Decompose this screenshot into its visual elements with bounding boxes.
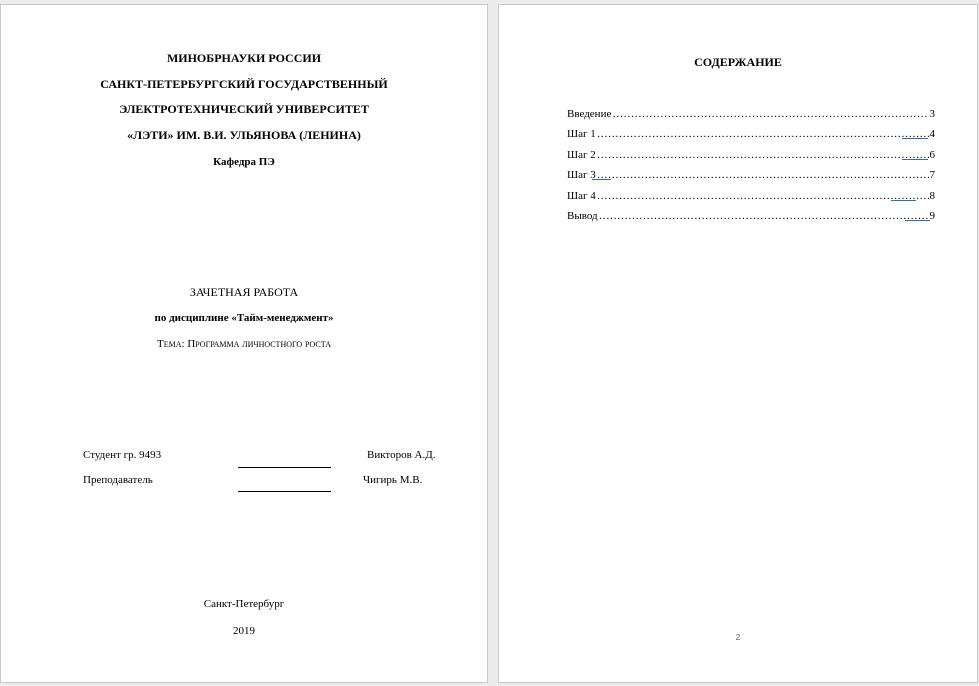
student-signature-line xyxy=(238,467,331,468)
toc-entry-step-4[interactable] xyxy=(567,189,935,203)
toc-entry-title: Шаг 3 xyxy=(567,169,596,181)
toc-leader xyxy=(597,148,929,162)
toc-entry-step-3[interactable] xyxy=(567,168,935,182)
toc-entry-step-2[interactable] xyxy=(567,148,935,162)
toc-entry-conclusion[interactable] xyxy=(567,209,935,223)
toc-entry-page: 6 xyxy=(929,149,935,161)
topic-line: Тема: Программа личностного роста xyxy=(157,338,331,350)
toc-entry-page: 7 xyxy=(929,169,935,181)
toc-entry-title: Шаг 1 xyxy=(567,128,596,140)
toc-heading: СОДЕРЖАНИЕ xyxy=(694,55,782,69)
teacher-name: Чигирь М.В. xyxy=(363,474,423,486)
teacher-signature-line xyxy=(238,491,331,492)
university-line-1: САНКТ-ПЕТЕРБУРГСКИЙ ГОСУДАРСТВЕННЫЙ xyxy=(100,77,388,91)
toc-entry-step-1[interactable] xyxy=(567,127,935,141)
toc-entry-title: Шаг 2 xyxy=(567,149,596,161)
student-name: Викторов А.Д. xyxy=(367,449,436,461)
discipline-line: по дисциплине «Тайм-менеджмент» xyxy=(154,312,334,324)
field-marker xyxy=(592,179,611,180)
department-line: Кафедра ПЭ xyxy=(213,156,275,168)
toc-leader xyxy=(597,168,929,182)
work-type: ЗАЧЕТНАЯ РАБОТА xyxy=(189,285,299,299)
university-line-2: ЭЛЕКТРОТЕХНИЧЕСКИЙ УНИВЕРСИТЕТ xyxy=(119,102,369,116)
field-marker xyxy=(902,159,928,160)
toc-page xyxy=(498,4,978,683)
toc-entry-title: Вывод xyxy=(567,210,598,222)
toc-entry-title: Введение xyxy=(567,108,612,120)
title-page xyxy=(0,4,488,683)
field-marker xyxy=(902,138,928,139)
toc-entry-intro[interactable] xyxy=(567,107,935,121)
toc-leader xyxy=(612,107,928,121)
toc-entry-page: 9 xyxy=(929,210,935,222)
university-line-3: «ЛЭТИ» ИМ. В.И. УЛЬЯНОВА (ЛЕНИНА) xyxy=(127,128,361,142)
city-line: Санкт-Петербург xyxy=(203,598,285,610)
ministry-line: МИНОБРНАУКИ РОССИИ xyxy=(166,51,322,65)
toc-leader xyxy=(597,127,929,141)
field-marker xyxy=(905,220,930,221)
student-label: Студент гр. 9493 xyxy=(83,449,162,461)
field-marker xyxy=(891,200,916,201)
year-line: 2019 xyxy=(233,625,255,637)
page-number: 2 xyxy=(735,633,741,642)
toc-entry-title: Шаг 4 xyxy=(567,190,596,202)
teacher-label: Преподаватель xyxy=(83,474,153,486)
toc-leader xyxy=(599,209,929,223)
toc-leader xyxy=(597,189,929,203)
toc-entry-page: 8 xyxy=(929,190,935,202)
toc-entry-page: 4 xyxy=(929,128,935,140)
toc-entry-page: 3 xyxy=(929,108,935,120)
